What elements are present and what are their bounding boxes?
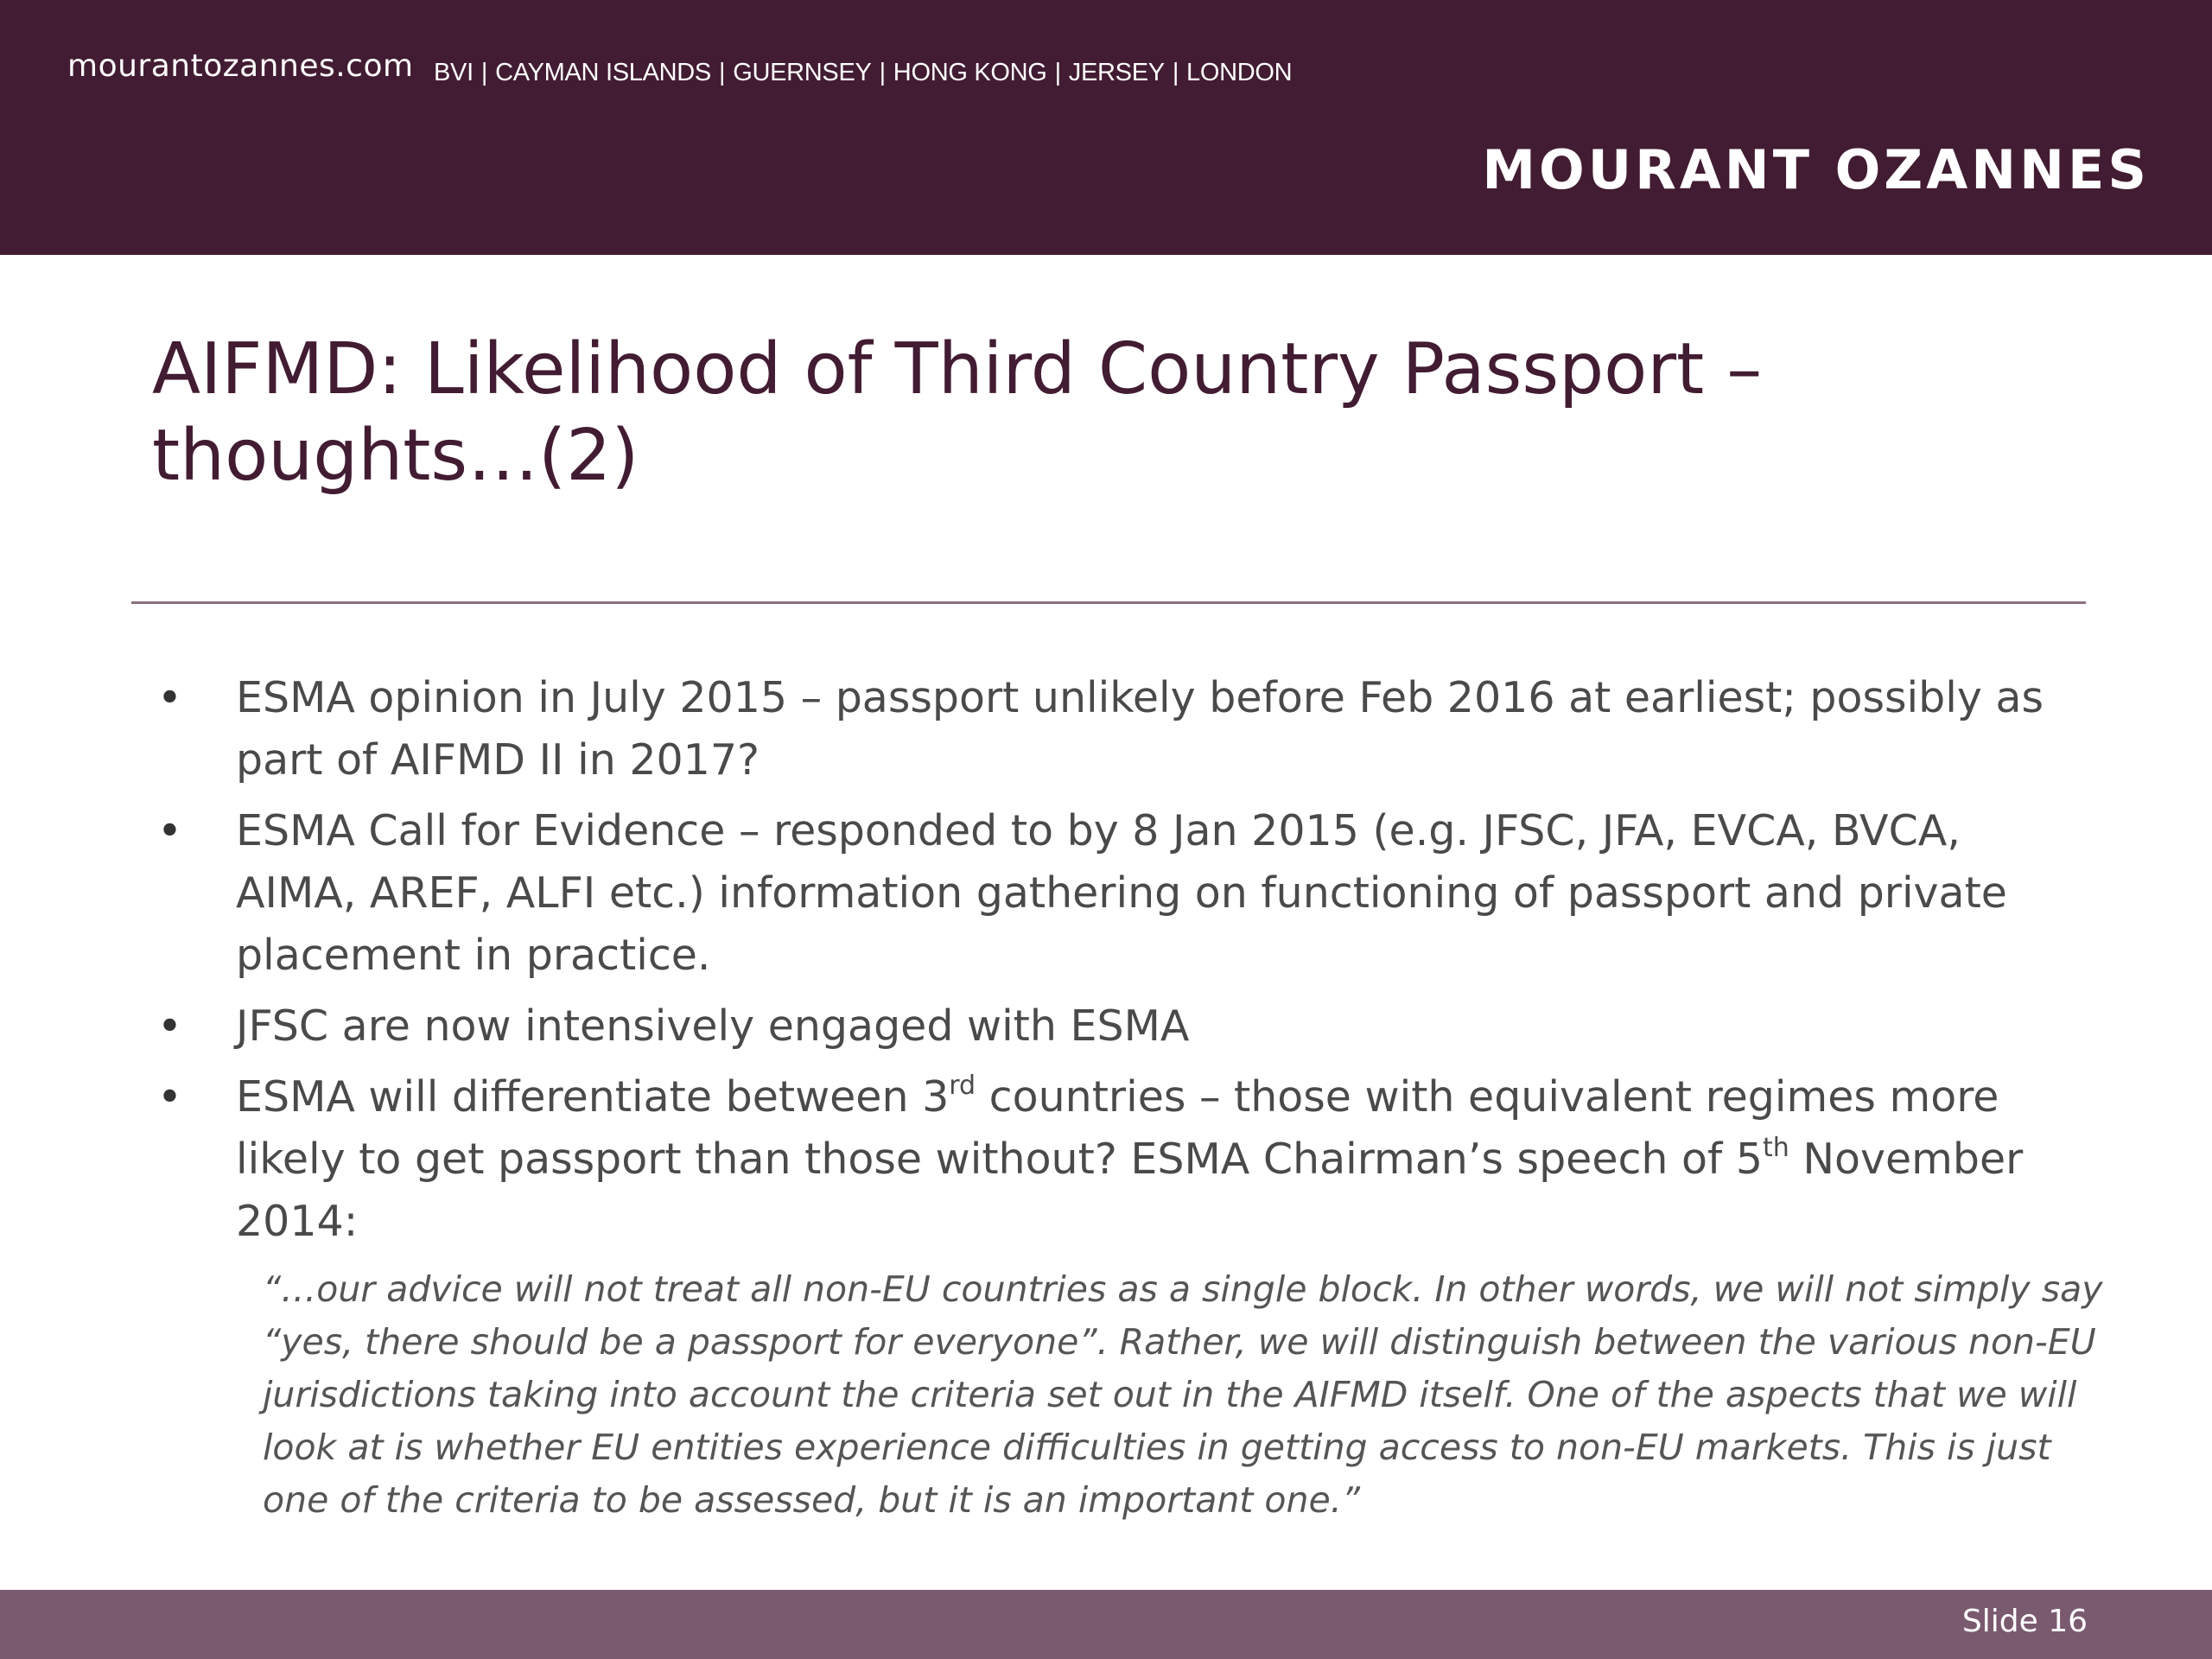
header-bar	[0, 0, 2212, 255]
ordinal-suffix: th	[1763, 1133, 1789, 1163]
slide-number: Slide 16	[1961, 1604, 2088, 1639]
bullet-icon: •	[157, 673, 182, 722]
bullet-item	[152, 995, 2079, 1058]
bullet-list	[152, 667, 2079, 1262]
separator: |	[1054, 59, 1061, 86]
bullet-text-part: ESMA will differentiate between 3	[236, 1072, 950, 1122]
location-bvi: BVI	[434, 59, 474, 86]
location-hong-kong: HONG KONG	[893, 59, 1047, 86]
bullet-text	[236, 1072, 2023, 1246]
brand-logo: MOURANT OZANNES	[1482, 138, 2150, 201]
bullet-text: JFSC are now intensively engaged with ESMA	[236, 1001, 1190, 1051]
location-jersey: JERSEY	[1068, 59, 1165, 86]
footer-bar	[0, 1590, 2212, 1659]
location-london: LONDON	[1186, 59, 1293, 86]
bullet-icon: •	[157, 1001, 182, 1051]
title-line-1: AIFMD: Likelihood of Third Country Passport –	[152, 328, 1763, 410]
slide-title	[152, 327, 2105, 499]
bullet-item	[152, 1066, 2079, 1253]
separator: |	[879, 59, 886, 86]
location-guernsey: GUERNSEY	[733, 59, 872, 86]
bullet-item	[152, 800, 2079, 987]
bullet-text: ESMA opinion in July 2015 – passport unlikely before Feb 2016 at earliest; possibly as part of AIFMD II in 2017?	[236, 673, 2044, 785]
bullet-item	[152, 667, 2079, 791]
bullet-text: ESMA Call for Evidence – responded to by 8 Jan 2015 (e.g. JFSC, JFA, EVCA, BVCA, AIMA, AREF, ALFI etc.) information gathering on functioning of passport and private placement in practice.	[236, 806, 2007, 980]
separator: |	[718, 59, 726, 86]
ordinal-suffix: rd	[949, 1071, 976, 1101]
chairman-quote: “…our advice will not treat all non-EU countries as a single block. In other words, we will not simply say “yes, there should be a passport for everyone”. Rather, we will distinguish between the various non-EU jurisdictions taking into account the criteria set out in the AIFMD itself. One of the aspects that we will look at is whether EU entities experience difficulties in getting access to non-EU markets. This is just one of the criteria to be assessed, but it is an important one.”	[263, 1268, 2103, 1521]
bullet-text-part: November 2014:	[236, 1135, 2024, 1246]
website-link[interactable]: mourantozannes.com	[67, 48, 414, 84]
bullet-icon: •	[157, 806, 182, 855]
title-divider	[131, 601, 2086, 604]
location-cayman-islands: CAYMAN ISLANDS	[495, 59, 711, 86]
separator: |	[1172, 59, 1179, 86]
separator: |	[480, 59, 488, 86]
bullet-icon: •	[157, 1072, 182, 1122]
office-locations	[434, 59, 1292, 87]
bullet-text-part: countries – those with equivalent regimes more likely to get passport than those without? ESMA Chairman’s speech of 5	[236, 1072, 1999, 1184]
title-line-2: thoughts…(2)	[152, 415, 639, 497]
